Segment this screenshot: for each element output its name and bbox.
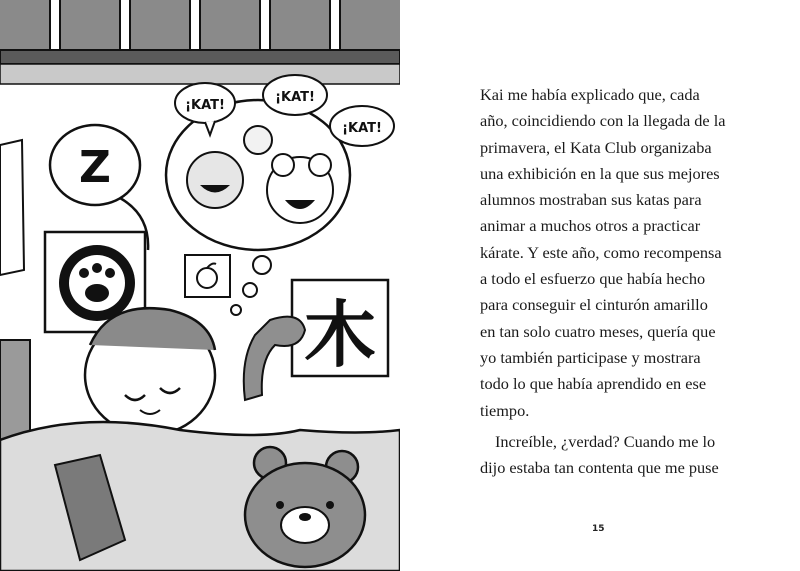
body-text	[480, 82, 755, 481]
text-line: año, coincidiendo con la llegada de la	[480, 111, 726, 131]
paragraph-2	[480, 429, 755, 482]
sleep-letter: Z	[79, 142, 111, 193]
text-line: tiempo.	[480, 400, 530, 420]
sleeping-cat-character	[85, 308, 305, 435]
text-line: en tan solo cuatro meses, quería que	[480, 321, 716, 341]
kat-shout-1: ¡KAT!	[185, 98, 225, 113]
text-line: para conseguir el cinturón amarillo	[480, 295, 708, 315]
kanji-poster	[292, 280, 388, 377]
kanji-character: 木	[303, 293, 377, 377]
text-line: primavera, el Kata Club organizaba	[480, 137, 712, 157]
text-line: animar a muchos otros a practicar	[480, 216, 701, 236]
kat-shout-3: ¡KAT!	[342, 121, 382, 136]
wall-band	[0, 64, 400, 84]
wall-poster-left	[0, 140, 24, 275]
teddy-bear	[245, 447, 365, 567]
text-line: dijo estaba tan contenta que me puse	[480, 458, 719, 478]
text-line: Increíble, ¿verdad? Cuando me lo	[495, 431, 716, 451]
text-line: alumnos mostraban sus katas para	[480, 190, 702, 210]
text-line: a todo el esfuerzo que había hecho	[480, 269, 706, 289]
apple-picture	[185, 255, 230, 297]
text-line: yo también participase y mostrara	[480, 347, 701, 367]
text-line: Kai me había explicado que, cada	[480, 85, 700, 104]
paragraph-1	[480, 82, 755, 424]
text-line: todo lo que había aprendido en ese	[480, 374, 707, 394]
ceiling-slats	[0, 0, 400, 55]
kat-bubble-2	[263, 75, 327, 115]
ceiling-beam	[0, 50, 400, 64]
kat-shout-2: ¡KAT!	[275, 90, 315, 105]
text-line: kárate. Y este año, como recompensa	[480, 242, 722, 262]
page-number: 15	[592, 524, 605, 534]
text-page	[400, 0, 800, 571]
text-line: una exhibición en la que sus mejores	[480, 163, 720, 183]
kat-bubble-3	[330, 106, 394, 146]
